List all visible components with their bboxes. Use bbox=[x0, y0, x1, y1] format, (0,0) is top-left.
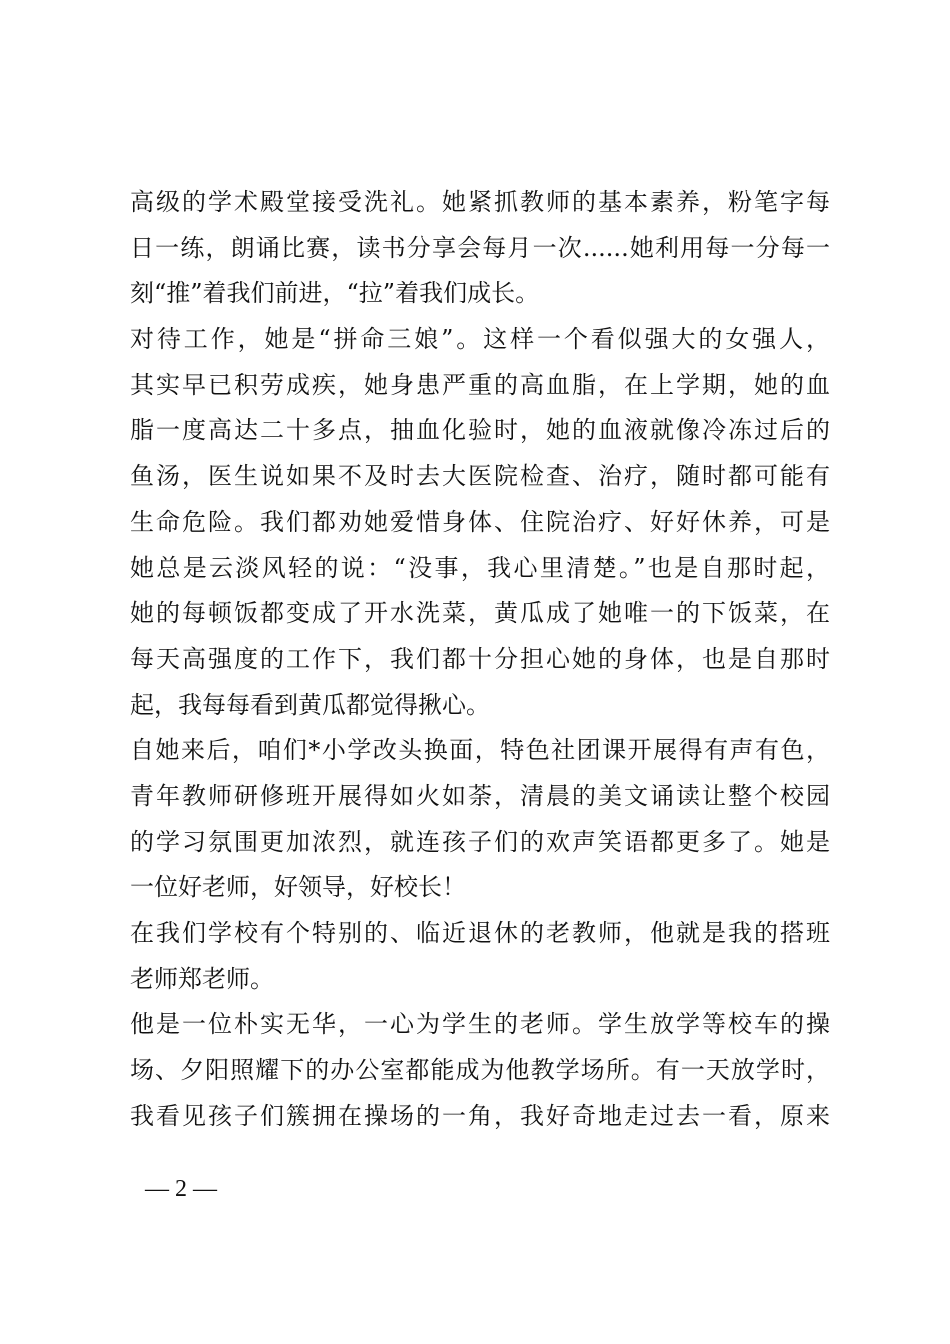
page-number: — 2 — bbox=[145, 1176, 217, 1202]
text-line: 场、夕阳照耀下的办公室都能成为他教学场所。有一天放学时， bbox=[130, 1056, 830, 1085]
text-line: 一位好老师，好领导，好校长！ bbox=[130, 873, 466, 902]
text-line: 自她来后，咱们*小学改头换面，特色社团课开展得有声有色， bbox=[130, 736, 830, 765]
text-line: 每天高强度的工作下，我们都十分担心她的身体，也是自那时 bbox=[130, 644, 830, 673]
text-line: 高级的学术殿堂接受洗礼。她紧抓教师的基本素养，粉笔字每 bbox=[130, 188, 830, 216]
text-line: 日一练，朗诵比赛，读书分享会每月一次......她利用每一分每一 bbox=[130, 233, 830, 262]
text-line: 在我们学校有个特别的、临近退休的老教师，他就是我的搭班 bbox=[130, 919, 830, 947]
text-line: 起，我每每看到黄瓜都觉得揪心。 bbox=[130, 690, 490, 719]
text-line: 青年教师研修班开展得如火如荼，清晨的美文诵读让整个校园 bbox=[130, 781, 830, 810]
text-line: 她的每顿饭都变成了开水洗菜，黄瓜成了她唯一的下饭菜，在 bbox=[130, 599, 830, 628]
text-line: 脂一度高达二十多点，抽血化验时，她的血液就像冷冻过后的 bbox=[130, 416, 830, 445]
body-text bbox=[130, 180, 830, 1139]
text-line: 生命危险。我们都劝她爱惜身体、住院治疗、好好休养，可是 bbox=[130, 507, 830, 536]
text-line: 对待工作，她是“拼命三娘”。这样一个看似强大的女强人， bbox=[130, 325, 830, 354]
text-line: 他是一位朴实无华，一心为学生的老师。学生放学等校车的操 bbox=[130, 1010, 830, 1039]
text-line: 我看见孩子们簇拥在操场的一角，我好奇地走过去一看，原来 bbox=[130, 1101, 830, 1130]
text-line: 的学习氛围更加浓烈，就连孩子们的欢声笑语都更多了。她是 bbox=[130, 827, 830, 856]
text-line: 刻“推”着我们前进，“拉”着我们成长。 bbox=[130, 279, 540, 308]
text-line: 老师郑老师。 bbox=[130, 964, 274, 993]
text-line: 其实早已积劳成疾，她身患严重的高血脂，在上学期，她的血 bbox=[130, 370, 830, 399]
text-line: 鱼汤，医生说如果不及时去大医院检查、治疗，随时都可能有 bbox=[130, 462, 830, 491]
text-line: 她总是云淡风轻的说：“没事，我心里清楚。”也是自那时起， bbox=[130, 553, 830, 582]
